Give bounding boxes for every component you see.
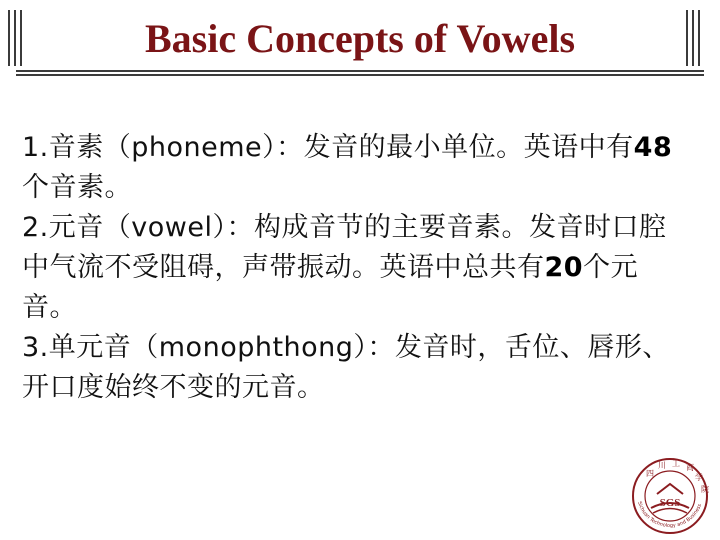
svg-text:工: 工 bbox=[672, 459, 680, 468]
point-vowel bbox=[22, 208, 682, 328]
point-text-tail: 个元音。 bbox=[22, 252, 639, 323]
university-seal-logo bbox=[624, 456, 716, 536]
phoneme-count: 48 bbox=[633, 132, 673, 163]
slide-title: Basic Concepts of Vowels bbox=[144, 16, 576, 61]
svg-text:学: 学 bbox=[695, 473, 703, 482]
point-text: 3.单元音（monophthong）：发音时，舌位、唇形、开口度始终不变的元音。 bbox=[22, 332, 670, 403]
right-decoration-bars bbox=[686, 10, 712, 66]
svg-text:院: 院 bbox=[701, 485, 709, 494]
point-text: 2.元音（vowel）：构成音节的主要音素。发音时口腔中气流不受阻碍，声带振动。英语中总共有 bbox=[22, 212, 667, 283]
svg-text:SGS: SGS bbox=[659, 497, 681, 509]
svg-text:川: 川 bbox=[658, 461, 666, 470]
point-text-tail: 个音素。 bbox=[22, 172, 132, 203]
svg-text:Sichuan Technology and Busines: Sichuan Technology and Business bbox=[636, 500, 704, 529]
point-monophthong bbox=[22, 328, 682, 408]
slide-body bbox=[22, 128, 682, 408]
left-decoration-bars bbox=[8, 10, 34, 66]
svg-text:四: 四 bbox=[646, 469, 654, 478]
point-phoneme bbox=[22, 128, 682, 208]
vowel-count: 20 bbox=[544, 252, 584, 283]
point-text: 1.音素（phoneme）：发音的最小单位。英语中有 bbox=[22, 132, 634, 163]
svg-text:商: 商 bbox=[686, 463, 694, 472]
title-underline-second bbox=[16, 74, 704, 76]
title-underline bbox=[16, 70, 704, 72]
